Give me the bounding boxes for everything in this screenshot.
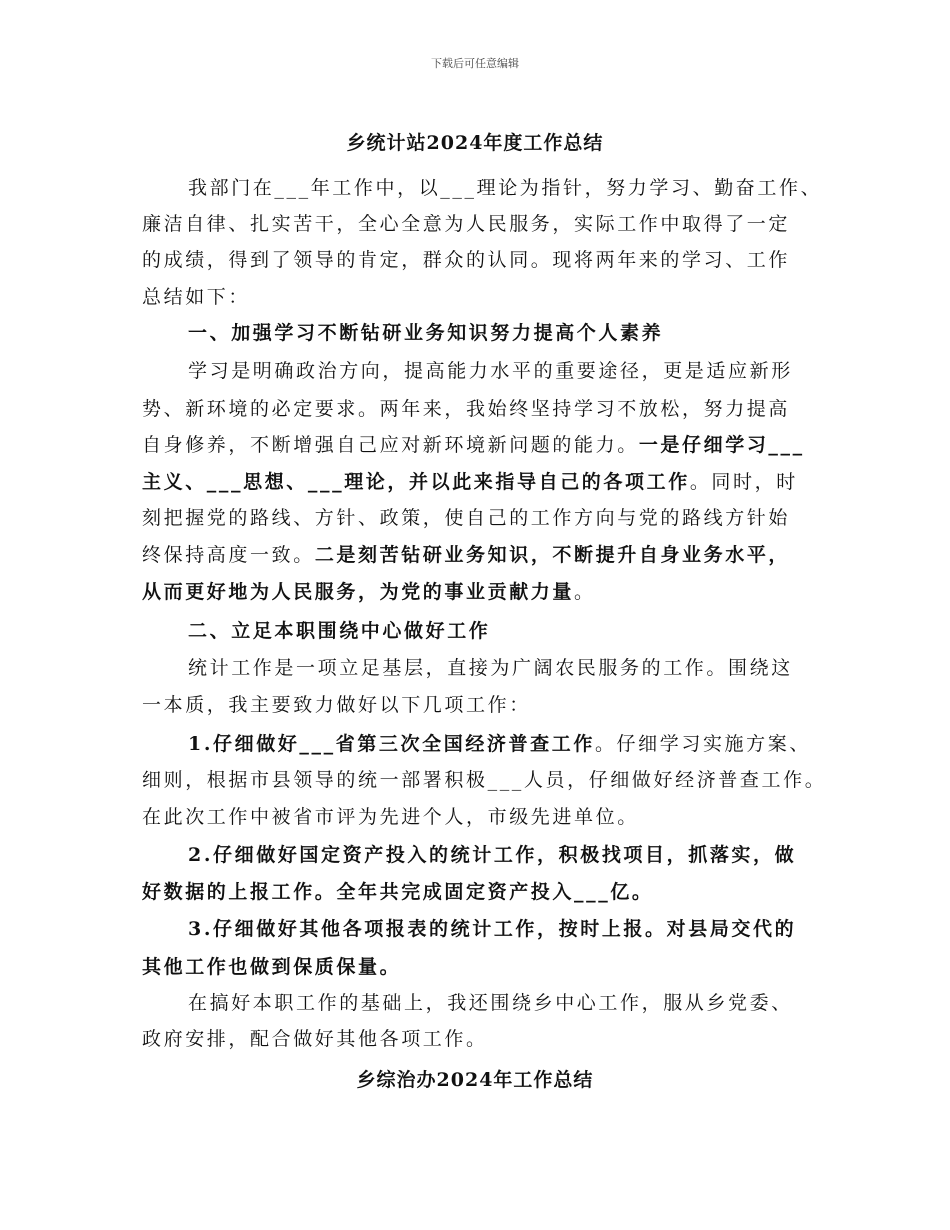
paragraph-line bbox=[142, 470, 822, 494]
paragraph-line bbox=[142, 433, 822, 457]
paragraph-line: 细则，根据市县领导的统一部署积极___人员，仔细做好经济普查工作。 bbox=[142, 769, 827, 791]
paragraph-line: 总结如下： bbox=[142, 286, 251, 308]
bold-text: 二是刻苦钻研业务知识，不断提升自身业务水平， bbox=[314, 544, 791, 566]
plain-text: 终保持高度一致。 bbox=[142, 544, 315, 566]
paragraph-line: 其他工作也做到保质保量。 bbox=[142, 956, 402, 978]
paragraph-line bbox=[142, 580, 822, 604]
bold-text: 从而更好地为人民服务，为党的事业贡献力量 bbox=[142, 581, 575, 603]
section-heading: 二、立足本职围绕中心做好工作 bbox=[188, 620, 491, 642]
paragraph-line: 势、新环境的必定要求。两年来，我始终坚持学习不放松，努力提高 bbox=[142, 398, 791, 420]
second-document-title: 乡综治办2024年工作总结 bbox=[356, 1069, 594, 1091]
paragraph-line: 刻把握党的路线、方针、政策，使自己的工作方向与党的路线方针始 bbox=[142, 507, 791, 529]
document-title: 乡统计站2024年度工作总结 bbox=[346, 132, 604, 154]
paragraph-line: 统计工作是一项立足基层，直接为广阔农民服务的工作。围绕这 bbox=[188, 657, 793, 679]
paragraph-line bbox=[142, 543, 822, 567]
paragraph-line: 在此次工作中被省市评为先进个人，市级先进单位。 bbox=[142, 806, 639, 828]
header-note: 下载后可任意编辑 bbox=[431, 57, 519, 70]
paragraph-line: 3.仔细做好其他各项报表的统计工作，按时上报。对县局交代的 bbox=[188, 918, 797, 940]
paragraph-line: 2.仔细做好国定资产投入的统计工作，积极找项目，抓落实，做 bbox=[188, 844, 797, 866]
plain-text: 。同时，时 bbox=[689, 471, 798, 493]
paragraph-line bbox=[188, 732, 822, 756]
bold-text: 一是仔细学习___ bbox=[638, 434, 805, 456]
paragraph-line: 好数据的上报工作。全年共完成固定资产投入___亿。 bbox=[142, 881, 654, 903]
bold-text: 1.仔细做好___省第三次全国经济普查工作 bbox=[188, 733, 595, 755]
paragraph-line: 廉洁自律、扎实苦干，全心全意为人民服务，实际工作中取得了一定 bbox=[142, 213, 791, 235]
plain-text: 。 bbox=[574, 581, 596, 603]
paragraph-line: 在搞好本职工作的基础上，我还围绕乡中心工作，服从乡党委、 bbox=[188, 992, 793, 1014]
section-heading: 一、加强学习不断钻研业务知识努力提高个人素养 bbox=[188, 322, 664, 344]
plain-text: 。仔细学习实施方案、 bbox=[594, 733, 811, 755]
paragraph-line: 我部门在___年工作中，以___理论为指针，努力学习、勤奋工作、 bbox=[188, 177, 823, 199]
paragraph-line: 政府安排，配合做好其他各项工作。 bbox=[142, 1028, 488, 1050]
paragraph-line: 学习是明确政治方向，提高能力水平的重要途径，更是适应新形 bbox=[188, 360, 793, 382]
plain-text: 自身修养，不断增强自己应对新环境新问题的能力。 bbox=[142, 434, 639, 456]
paragraph-line: 的成绩，得到了领导的肯定，群众的认同。现将两年来的学习、工作 bbox=[142, 249, 791, 271]
bold-text: 主义、___思想、___理论，并以此来指导自己的各项工作 bbox=[142, 471, 690, 493]
paragraph-line: 一本质，我主要致力做好以下几项工作： bbox=[142, 694, 531, 716]
